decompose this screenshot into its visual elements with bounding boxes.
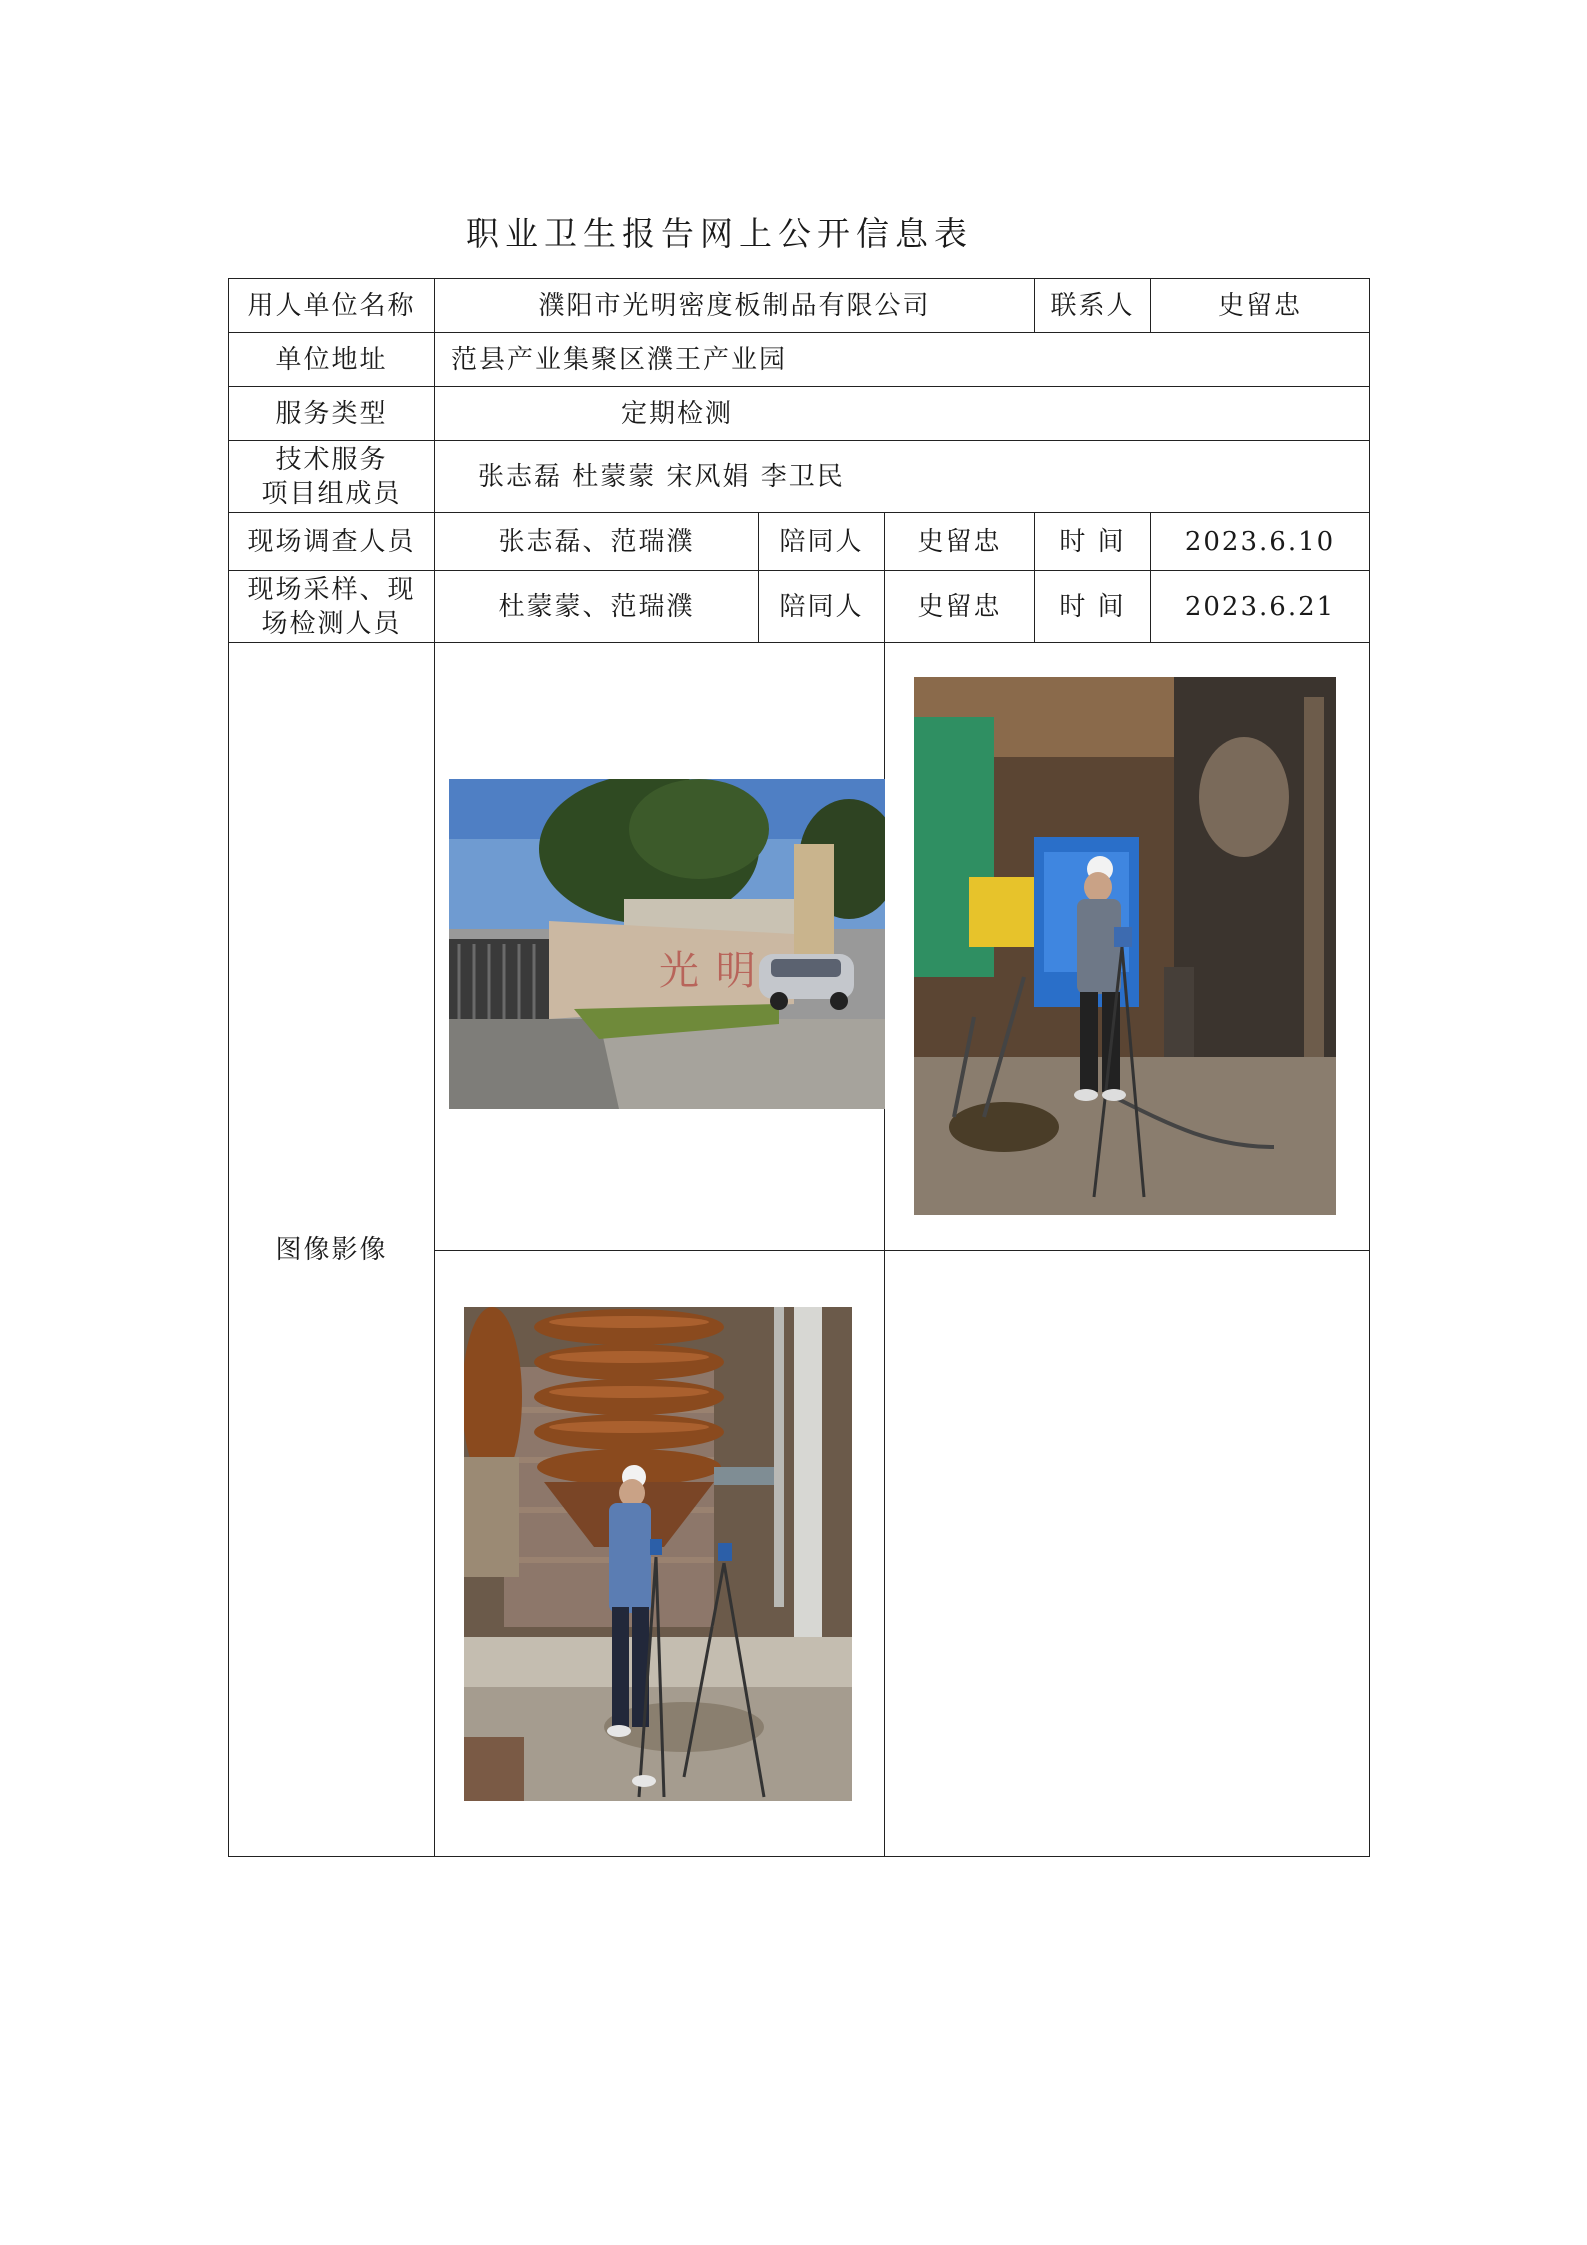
survey-staff: 张志磊、范瑞濮: [435, 513, 759, 571]
tech-team-value: 张志磊 杜蒙蒙 宋风娟 李卫民: [435, 441, 1370, 513]
sampling-escort-label: 陪同人: [759, 571, 885, 643]
sampling-time-label: 时 间: [1035, 571, 1151, 643]
page-title: 职业卫生报告网上公开信息表: [466, 214, 973, 253]
survey-label: 现场调查人员: [229, 513, 435, 571]
sampling-label: [229, 571, 435, 643]
worker-at-machine-photo: [914, 677, 1336, 1215]
info-table: [228, 278, 1370, 1857]
service-type-label: 服务类型: [229, 387, 435, 441]
photo-cell-1: [435, 643, 885, 1251]
images-label: 图像影像: [229, 643, 435, 1857]
contact-label: 联系人: [1035, 279, 1151, 333]
tech-team-label: [229, 441, 435, 513]
sampling-staff: 杜蒙蒙、范瑞濮: [435, 571, 759, 643]
contact-value: 史留忠: [1151, 279, 1370, 333]
sampling-time-value: 2023.6.21: [1151, 571, 1370, 643]
row-address: [229, 333, 1370, 387]
sampling-escort-value: 史留忠: [885, 571, 1035, 643]
address-label: 单位地址: [229, 333, 435, 387]
survey-escort-value: 史留忠: [885, 513, 1035, 571]
employer-label: 用人单位名称: [229, 279, 435, 333]
row-employer: [229, 279, 1370, 333]
row-survey: [229, 513, 1370, 571]
sampling-label-line1: 现场采样、现: [247, 574, 416, 605]
row-sampling: [229, 571, 1370, 643]
sampling-label-line2: 场检测人员: [261, 608, 402, 639]
factory-gate-photo: [449, 779, 885, 1109]
row-service-type: [229, 387, 1370, 441]
tech-team-label-line2: 项目组成员: [261, 478, 402, 509]
survey-time-label: 时 间: [1035, 513, 1151, 571]
photo-cell-3: [435, 1251, 885, 1857]
svg-text:光 明: 光 明: [659, 948, 758, 994]
survey-time-value: 2023.6.10: [1151, 513, 1370, 571]
worker-at-boiler-photo: [464, 1307, 852, 1801]
photo-cell-2: [885, 643, 1370, 1251]
row-images-1: [229, 643, 1370, 1251]
tech-team-label-line1: 技术服务: [275, 444, 388, 475]
employer-value: 濮阳市光明密度板制品有限公司: [435, 279, 1035, 333]
service-type-value: 定期检测: [435, 387, 1370, 441]
survey-escort-label: 陪同人: [759, 513, 885, 571]
empty-photo-cell: [885, 1251, 1370, 1857]
address-value: 范县产业集聚区濮王产业园: [435, 333, 1370, 387]
row-tech-team: [229, 441, 1370, 513]
